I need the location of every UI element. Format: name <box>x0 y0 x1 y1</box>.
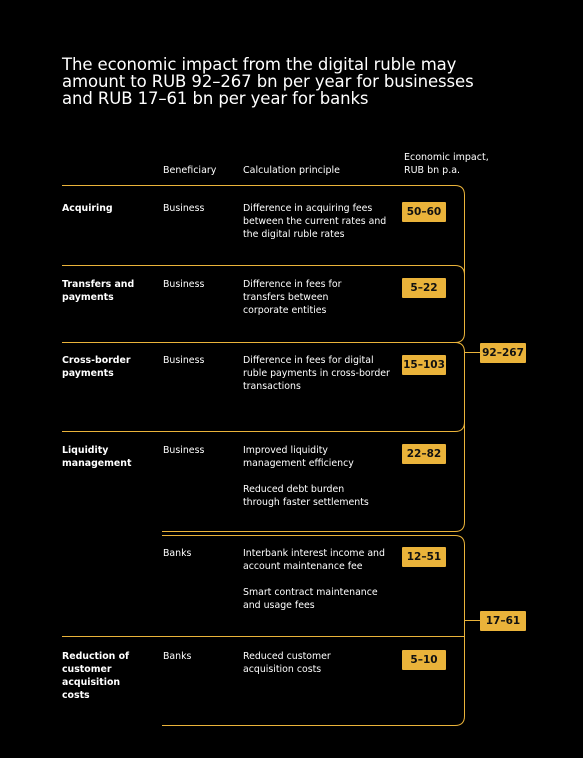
beneficiary-cell: Banks <box>163 651 192 662</box>
beneficiary-cell: Business <box>163 445 205 456</box>
beneficiary-cell: Business <box>163 203 205 214</box>
category-reduction: Reduction of customer acquisition costs <box>62 651 130 701</box>
principle-cell: Difference in fees for digital ruble payments in cross-border transactions <box>243 355 390 392</box>
beneficiary-cell: Business <box>163 279 205 290</box>
category-transfers: Transfers and payments <box>62 279 135 303</box>
principle-cell-secondary: Smart contract maintenance and usage fees <box>243 587 378 611</box>
principle-cell: Difference in acquiring fees between the current rates and the digital ruble rates <box>243 203 387 240</box>
page-title: The economic impact from the digital ruble may amount to RUB 92–267 bn per year for businesses and RUB 17–61 bn per year for banks <box>62 55 474 108</box>
principle-cell: Reduced customer acquisition costs <box>243 651 331 675</box>
principle-cell: Improved liquidity management efficiency <box>243 445 354 469</box>
header-impact: Economic impact, RUB bn p.a. <box>404 152 489 176</box>
header-beneficiary: Beneficiary <box>163 165 217 176</box>
beneficiary-cell: Banks <box>163 548 192 559</box>
impact-badge: 15–103 <box>402 355 446 375</box>
principle-cell: Interbank interest income and account maintenance fee <box>243 548 385 572</box>
impact-badge: 12–51 <box>402 547 446 567</box>
principle-cell: Difference in fees for transfers between corporate entities <box>243 279 342 316</box>
impact-badge: 5–22 <box>402 278 446 298</box>
principle-cell-secondary: Reduced debt burden through faster settlements <box>243 484 369 508</box>
category-liquidity: Liquidity management <box>62 445 132 469</box>
impact-badge: 5–10 <box>402 650 446 670</box>
total-business-badge: 92–267 <box>480 343 526 363</box>
header-principle: Calculation principle <box>243 165 340 176</box>
category-crossborder: Cross-border payments <box>62 355 131 379</box>
category-acquiring: Acquiring <box>62 203 113 214</box>
impact-badge: 50–60 <box>402 202 446 222</box>
total-banks-badge: 17–61 <box>480 611 526 631</box>
impact-badge: 22–82 <box>402 444 446 464</box>
beneficiary-cell: Business <box>163 355 205 366</box>
